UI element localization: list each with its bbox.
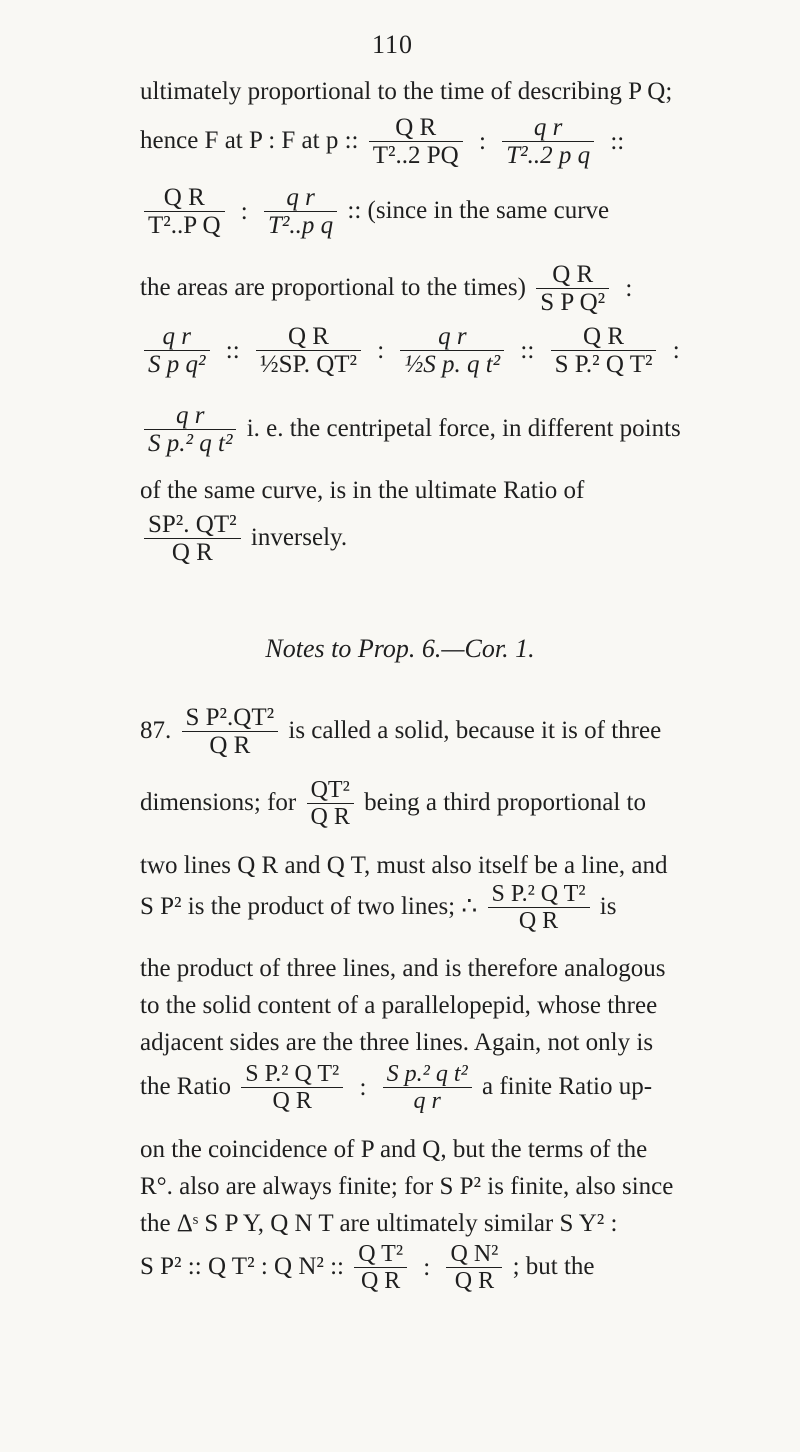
text-line: the Δˢ S P Y, Q N T are ultimately similar S Y² : xyxy=(140,1210,618,1237)
denominator: T²..p q xyxy=(264,211,337,240)
numerator: QT² xyxy=(310,777,350,803)
numerator: SP². QT² xyxy=(148,511,237,538)
equation-line xyxy=(140,185,609,240)
equation-line xyxy=(140,262,638,317)
numerator: S P.² Q T² xyxy=(245,1061,340,1087)
numerator: Q N² xyxy=(450,1241,499,1267)
equation-line xyxy=(140,403,681,458)
ratio-sign: :: xyxy=(610,128,625,156)
fraction xyxy=(144,185,225,240)
ratio-sign: : xyxy=(672,337,680,365)
fraction xyxy=(400,324,504,379)
denominator: Q R xyxy=(488,907,590,934)
denominator: Q R xyxy=(241,1087,343,1114)
denominator: q r xyxy=(383,1087,472,1114)
numerator: q r xyxy=(162,323,191,350)
numerator: Q T² xyxy=(358,1241,404,1267)
equation-line xyxy=(140,115,630,170)
numerator: q r xyxy=(438,323,467,350)
denominator: S P.² Q T² xyxy=(551,350,657,379)
numerator: q r xyxy=(175,402,205,429)
denominator: Q R xyxy=(182,731,279,760)
numerator: q r xyxy=(286,184,315,211)
heading-notes: Notes to Prop. 6. xyxy=(265,634,442,663)
numerator: Q R xyxy=(552,261,594,288)
ratio-sign: : xyxy=(377,337,385,365)
fraction xyxy=(369,115,463,170)
fraction xyxy=(446,1242,502,1295)
text-line: ultimately proportional to the time of describing P Q; xyxy=(140,78,673,105)
numerator: S P².QT² xyxy=(185,704,275,731)
text-fragment: dimensions; for xyxy=(140,789,297,817)
text-fragment: hence F at P : F at p :: xyxy=(140,127,359,155)
fraction xyxy=(182,705,279,760)
equation-line xyxy=(140,512,347,567)
denominator: T²..P Q xyxy=(144,211,225,240)
fraction xyxy=(144,324,210,379)
fraction xyxy=(551,324,657,379)
page-number: 110 xyxy=(372,30,414,59)
paragraph-number: 87. xyxy=(140,717,172,745)
text-fragment: a finite Ratio up- xyxy=(481,1073,653,1101)
denominator: ½SP. QT² xyxy=(256,350,361,379)
text-line: R°. also are always finite; for S P² is finite, also since xyxy=(140,1173,674,1200)
numerator: Q R xyxy=(583,323,625,350)
fraction xyxy=(536,262,609,317)
numerator: S p.² q t² xyxy=(386,1061,468,1087)
denominator: S p.² q t² xyxy=(144,429,236,458)
numerator: Q R xyxy=(395,114,437,141)
text-fragment: is called a solid, because it is of three xyxy=(288,717,662,745)
ratio-sign: :: xyxy=(225,337,240,365)
ratio-sign: : xyxy=(478,128,486,156)
ratio-sign: : xyxy=(359,1074,367,1102)
text-fragment: is xyxy=(599,893,617,921)
numerator: S P.² Q T² xyxy=(491,881,586,907)
denominator: S p q² xyxy=(144,350,210,379)
denominator: T²..2 p q xyxy=(502,141,594,170)
fraction xyxy=(144,403,236,458)
fraction xyxy=(354,1242,407,1295)
equation-line xyxy=(140,778,646,831)
text-fragment: ; but the xyxy=(512,1253,595,1281)
denominator: Q R xyxy=(144,538,241,567)
numerator: Q R xyxy=(287,323,329,350)
equation-line xyxy=(140,1242,595,1295)
text-fragment: inversely. xyxy=(250,524,348,552)
denominator: ½S p. q t² xyxy=(400,350,504,379)
equation-line xyxy=(140,882,616,935)
text-line: two lines Q R and Q T, must also itself be a line, and xyxy=(140,852,668,879)
text-fragment: being a third proportional to xyxy=(364,789,646,817)
text-line: adjacent sides are the three lines. Again, not only is xyxy=(140,1029,654,1056)
fraction xyxy=(488,882,590,935)
equation-line xyxy=(140,705,661,760)
fraction xyxy=(241,1062,343,1115)
numerator: q r xyxy=(533,114,563,141)
ratio-sign: :: xyxy=(520,337,535,365)
denominator: S P Q² xyxy=(536,288,609,317)
fraction xyxy=(502,115,594,170)
equation-line xyxy=(140,324,686,379)
text-line: of the same curve, is in the ultimate Ratio of xyxy=(140,477,585,504)
text-line: the product of three lines, and is therefore analogous xyxy=(140,955,666,982)
equation-line xyxy=(140,1062,652,1115)
fraction xyxy=(383,1062,472,1115)
fraction xyxy=(256,324,361,379)
text-fragment: the Ratio xyxy=(140,1073,231,1101)
numerator: Q R xyxy=(163,184,205,211)
text-fragment: i. e. the centripetal force, in different points xyxy=(246,415,681,443)
ratio-sign: : xyxy=(625,275,633,303)
fraction xyxy=(307,778,354,831)
text-fragment: S P² :: Q T² : Q N² :: xyxy=(140,1253,345,1281)
fraction xyxy=(144,512,241,567)
section-heading xyxy=(0,634,800,664)
denominator: Q R xyxy=(354,1267,407,1294)
denominator: T²..2 PQ xyxy=(369,141,463,170)
ratio-sign: : xyxy=(423,1254,431,1282)
text-line: to the solid content of a parallelopepid, whose three xyxy=(140,992,658,1019)
text-fragment: :: (since in the same curve xyxy=(347,197,610,225)
fraction xyxy=(264,185,337,240)
denominator: Q R xyxy=(307,803,354,830)
heading-cor: —Cor. 1. xyxy=(441,634,535,663)
text-fragment: S P² is the product of two lines; ∴ xyxy=(140,893,478,921)
text-fragment: the areas are proportional to the times) xyxy=(140,274,526,302)
text-line: on the coincidence of P and Q, but the terms of the xyxy=(140,1136,648,1163)
denominator: Q R xyxy=(446,1267,502,1294)
ratio-sign: : xyxy=(240,198,248,226)
